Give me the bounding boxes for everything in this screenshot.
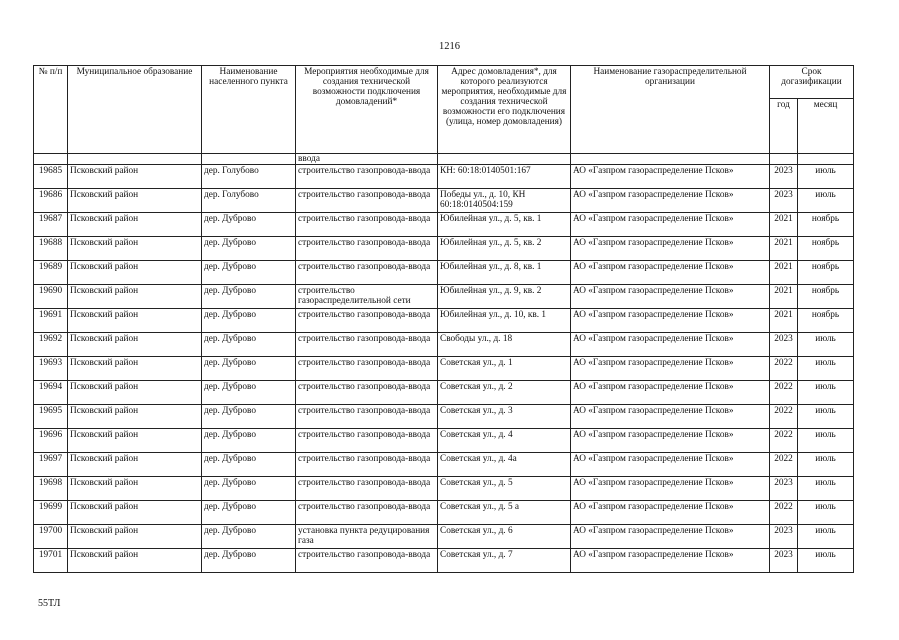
- cell-measures: строительство газопровода-ввода: [296, 357, 438, 381]
- cell-month: июль: [798, 525, 854, 549]
- cell-settlement: дер. Дуброво: [202, 213, 296, 237]
- cell-num: 19701: [34, 549, 68, 573]
- cell-measures: строительство газопровода-ввода: [296, 261, 438, 285]
- cell-measures: строительство газопровода-ввода: [296, 501, 438, 525]
- cell-settlement: дер. Дуброво: [202, 501, 296, 525]
- cell-organization: АО «Газпром газораспределение Псков»: [571, 285, 770, 309]
- cell-year: 2023: [770, 477, 798, 501]
- table-row: [34, 309, 854, 333]
- cell-organization: АО «Газпром газораспределение Псков»: [571, 477, 770, 501]
- cell-organization: АО «Газпром газораспределение Псков»: [571, 237, 770, 261]
- cell-year: 2022: [770, 501, 798, 525]
- cell-settlement: дер. Дуброво: [202, 381, 296, 405]
- cell-municipality: Псковский район: [68, 213, 202, 237]
- table-row: [34, 357, 854, 381]
- cell-num: 19699: [34, 501, 68, 525]
- cell-num: 19688: [34, 237, 68, 261]
- cell-address: Советская ул., д. 4а: [438, 453, 571, 477]
- table-row: [34, 285, 854, 309]
- table-row: [34, 237, 854, 261]
- cell-measures: строительство газораспределительной сети: [296, 285, 438, 309]
- header-year: год: [770, 99, 798, 154]
- table-row: [34, 405, 854, 429]
- cell-municipality: Псковский район: [68, 381, 202, 405]
- table-body: [34, 154, 854, 573]
- cell-measures: строительство газопровода-ввода: [296, 405, 438, 429]
- cell-year: 2023: [770, 525, 798, 549]
- cell-num: 19695: [34, 405, 68, 429]
- cell-address: Советская ул., д. 5 а: [438, 501, 571, 525]
- cell-month: июль: [798, 189, 854, 213]
- cell-year: 2023: [770, 333, 798, 357]
- cell-settlement: дер. Дуброво: [202, 285, 296, 309]
- cell-address: КН: 60:18:0140501:167: [438, 165, 571, 189]
- page-number: 1216: [439, 41, 460, 52]
- cell-num: 19698: [34, 477, 68, 501]
- cell-settlement: дер. Дуброво: [202, 405, 296, 429]
- cell-municipality: Псковский район: [68, 405, 202, 429]
- cell-address: Советская ул., д. 6: [438, 525, 571, 549]
- cell-month: июль: [798, 477, 854, 501]
- cell-municipality: Псковский район: [68, 333, 202, 357]
- cell-year: 2022: [770, 453, 798, 477]
- cell-settlement: дер. Дуброво: [202, 237, 296, 261]
- cell-organization: АО «Газпром газораспределение Псков»: [571, 501, 770, 525]
- cell-num: 19686: [34, 189, 68, 213]
- cell-num: 19692: [34, 333, 68, 357]
- cell-organization: АО «Газпром газораспределение Псков»: [571, 357, 770, 381]
- cell-municipality: Псковский район: [68, 285, 202, 309]
- cell-measures: строительство газопровода-ввода: [296, 429, 438, 453]
- header-organization: Наименование газораспределительной организации: [571, 66, 770, 154]
- cell-month: ноябрь: [798, 213, 854, 237]
- cell-num: 19690: [34, 285, 68, 309]
- cell-year: 2022: [770, 381, 798, 405]
- cell-organization: АО «Газпром газораспределение Псков»: [571, 261, 770, 285]
- cell-num: 19689: [34, 261, 68, 285]
- table-row: [34, 165, 854, 189]
- cell-organization: АО «Газпром газораспределение Псков»: [571, 381, 770, 405]
- table-row: [34, 261, 854, 285]
- cell-municipality: Псковский район: [68, 165, 202, 189]
- table-row: [34, 213, 854, 237]
- cell-num: 19685: [34, 165, 68, 189]
- cell-municipality: Псковский район: [68, 525, 202, 549]
- cell-measures: строительство газопровода-ввода: [296, 309, 438, 333]
- cell-month: ноябрь: [798, 237, 854, 261]
- cell-year: 2022: [770, 429, 798, 453]
- cell-address: Юбилейная ул., д. 5, кв. 1: [438, 213, 571, 237]
- cell-organization: АО «Газпром газораспределение Псков»: [571, 453, 770, 477]
- cell-municipality: Псковский район: [68, 189, 202, 213]
- table-row: [34, 189, 854, 213]
- cell-organization: АО «Газпром газораспределение Псков»: [571, 405, 770, 429]
- cell-measures: установка пункта редуцирования газа: [296, 525, 438, 549]
- cell-year: 2022: [770, 405, 798, 429]
- cell-settlement: дер. Дуброво: [202, 261, 296, 285]
- header-measures: Мероприятия необходимые для создания технической возможности подключения домовладений*: [296, 66, 438, 154]
- cell-measures: строительство газопровода-ввода: [296, 165, 438, 189]
- continuation-measures: ввода: [296, 154, 438, 165]
- cell-municipality: Псковский район: [68, 501, 202, 525]
- cell-num: 19687: [34, 213, 68, 237]
- cell-address: Советская ул., д. 4: [438, 429, 571, 453]
- cell-address: Юбилейная ул., д. 10, кв. 1: [438, 309, 571, 333]
- table-row: [34, 453, 854, 477]
- cell-settlement: дер. Дуброво: [202, 309, 296, 333]
- cell-organization: АО «Газпром газораспределение Псков»: [571, 333, 770, 357]
- cell-measures: строительство газопровода-ввода: [296, 333, 438, 357]
- cell-address: Юбилейная ул., д. 8, кв. 1: [438, 261, 571, 285]
- cell-month: июль: [798, 165, 854, 189]
- cell-organization: АО «Газпром газораспределение Псков»: [571, 429, 770, 453]
- cell-municipality: Псковский район: [68, 453, 202, 477]
- cell-year: 2021: [770, 237, 798, 261]
- cell-measures: строительство газопровода-ввода: [296, 213, 438, 237]
- header-settlement: Наименование населенного пункта: [202, 66, 296, 154]
- cell-organization: АО «Газпром газораспределение Псков»: [571, 189, 770, 213]
- footer-code: 55ТЛ: [38, 598, 61, 609]
- cell-measures: строительство газопровода-ввода: [296, 453, 438, 477]
- table-row: [34, 333, 854, 357]
- cell-organization: АО «Газпром газораспределение Псков»: [571, 525, 770, 549]
- cell-address: Победы ул., д. 10, КН 60:18:0140504:159: [438, 189, 571, 213]
- cell-municipality: Псковский район: [68, 357, 202, 381]
- cell-month: июль: [798, 333, 854, 357]
- cell-measures: строительство газопровода-ввода: [296, 549, 438, 573]
- cell-month: июль: [798, 429, 854, 453]
- cell-organization: АО «Газпром газораспределение Псков»: [571, 213, 770, 237]
- cell-settlement: дер. Дуброво: [202, 453, 296, 477]
- cell-settlement: дер. Дуброво: [202, 525, 296, 549]
- cell-num: 19697: [34, 453, 68, 477]
- cell-measures: строительство газопровода-ввода: [296, 237, 438, 261]
- header-month: месяц: [798, 99, 854, 154]
- cell-address: Свободы ул., д. 18: [438, 333, 571, 357]
- cell-month: ноябрь: [798, 285, 854, 309]
- cell-municipality: Псковский район: [68, 309, 202, 333]
- gasification-table: [33, 65, 854, 573]
- table-row: [34, 525, 854, 549]
- continuation-row: [34, 154, 854, 165]
- cell-address: Юбилейная ул., д. 5, кв. 2: [438, 237, 571, 261]
- cell-organization: АО «Газпром газораспределение Псков»: [571, 165, 770, 189]
- header-term: Срок догазификации: [770, 66, 854, 99]
- cell-year: 2021: [770, 309, 798, 333]
- cell-measures: строительство газопровода-ввода: [296, 189, 438, 213]
- cell-address: Советская ул., д. 1: [438, 357, 571, 381]
- cell-measures: строительство газопровода-ввода: [296, 381, 438, 405]
- cell-num: 19693: [34, 357, 68, 381]
- cell-year: 2021: [770, 285, 798, 309]
- cell-settlement: дер. Дуброво: [202, 477, 296, 501]
- cell-month: июль: [798, 453, 854, 477]
- cell-year: 2023: [770, 165, 798, 189]
- cell-year: 2023: [770, 189, 798, 213]
- cell-month: июль: [798, 405, 854, 429]
- cell-municipality: Псковский район: [68, 549, 202, 573]
- cell-month: ноябрь: [798, 309, 854, 333]
- cell-settlement: дер. Голубово: [202, 189, 296, 213]
- cell-organization: АО «Газпром газораспределение Псков»: [571, 549, 770, 573]
- cell-municipality: Псковский район: [68, 429, 202, 453]
- cell-month: июль: [798, 357, 854, 381]
- cell-municipality: Псковский район: [68, 237, 202, 261]
- cell-address: Советская ул., д. 2: [438, 381, 571, 405]
- cell-year: 2021: [770, 213, 798, 237]
- table-row: [34, 381, 854, 405]
- table-row: [34, 549, 854, 573]
- cell-measures: строительство газопровода-ввода: [296, 477, 438, 501]
- header-address: Адрес домовладения*, для которого реализуются мероприятия, необходимые для создания технической возможности его подключения (улица, номер домовладения): [438, 66, 571, 154]
- header-num: № п/п: [34, 66, 68, 154]
- table-row: [34, 429, 854, 453]
- cell-num: 19694: [34, 381, 68, 405]
- cell-municipality: Псковский район: [68, 261, 202, 285]
- cell-month: июль: [798, 381, 854, 405]
- cell-month: июль: [798, 501, 854, 525]
- cell-address: Юбилейная ул., д. 9, кв. 2: [438, 285, 571, 309]
- cell-settlement: дер. Дуброво: [202, 429, 296, 453]
- cell-settlement: дер. Дуброво: [202, 333, 296, 357]
- cell-address: Советская ул., д. 3: [438, 405, 571, 429]
- cell-organization: АО «Газпром газораспределение Псков»: [571, 309, 770, 333]
- cell-address: Советская ул., д. 5: [438, 477, 571, 501]
- cell-settlement: дер. Голубово: [202, 165, 296, 189]
- cell-year: 2023: [770, 549, 798, 573]
- header-municipality: Муниципальное образование: [68, 66, 202, 154]
- table-row: [34, 477, 854, 501]
- cell-settlement: дер. Дуброво: [202, 357, 296, 381]
- cell-month: ноябрь: [798, 261, 854, 285]
- cell-municipality: Псковский район: [68, 477, 202, 501]
- cell-settlement: дер. Дуброво: [202, 549, 296, 573]
- cell-num: 19700: [34, 525, 68, 549]
- cell-month: июль: [798, 549, 854, 573]
- cell-address: Советская ул., д. 7: [438, 549, 571, 573]
- table-row: [34, 501, 854, 525]
- cell-year: 2022: [770, 357, 798, 381]
- cell-year: 2021: [770, 261, 798, 285]
- cell-num: 19691: [34, 309, 68, 333]
- cell-num: 19696: [34, 429, 68, 453]
